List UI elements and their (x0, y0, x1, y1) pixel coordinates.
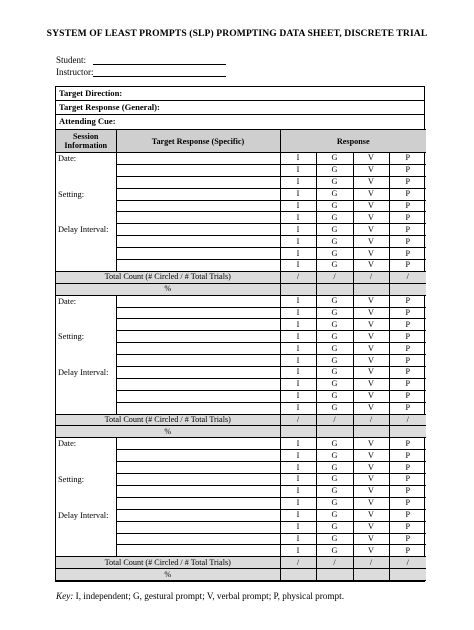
response-code-cell[interactable]: P (389, 176, 426, 188)
response-code-cell[interactable]: I (280, 462, 316, 474)
target-response-cell[interactable] (116, 497, 280, 509)
student-label: Student: (56, 55, 87, 65)
response-code-cell[interactable]: G (316, 236, 353, 248)
target-response-cell[interactable] (116, 248, 280, 260)
total-count-row (56, 271, 426, 283)
response-code-cell[interactable]: I (280, 545, 316, 557)
response-code-cell[interactable]: G (316, 390, 353, 402)
response-code-cell[interactable]: G (316, 402, 353, 414)
response-code-cell[interactable]: V (353, 343, 389, 355)
response-code-cell[interactable]: P (389, 319, 426, 331)
response-code-cell[interactable]: P (389, 224, 426, 236)
percent-row (56, 426, 426, 438)
key-text: I, independent; G, gestural prompt; V, verbal prompt; P, physical prompt. (73, 591, 344, 601)
percent-cell[interactable] (353, 569, 389, 581)
instructor-input-line[interactable] (93, 67, 226, 77)
target-response-cell[interactable] (116, 212, 280, 224)
response-code-cell[interactable]: V (353, 331, 389, 343)
response-code-cell[interactable]: G (316, 248, 353, 260)
percent-cell[interactable] (316, 569, 353, 581)
response-code-cell[interactable]: V (353, 236, 389, 248)
date-label: Date: (58, 439, 77, 449)
date-label: Date: (58, 296, 77, 306)
session-info-cell[interactable] (56, 153, 116, 272)
response-code-cell[interactable]: V (353, 176, 389, 188)
response-code-cell[interactable]: G (316, 367, 353, 379)
student-input-line[interactable] (93, 55, 226, 65)
total-count-cell[interactable]: / (353, 271, 389, 283)
response-code-cell[interactable]: I (280, 212, 316, 224)
delay-interval-label: Delay Interval: (58, 225, 109, 235)
response-code-cell[interactable]: P (389, 164, 426, 176)
response-code-cell[interactable]: P (389, 355, 426, 367)
target-response-general-row[interactable] (56, 101, 424, 115)
response-code-cell[interactable]: G (316, 438, 353, 450)
response-code-cell[interactable]: I (280, 378, 316, 390)
target-direction-label: Target Direction: (59, 88, 123, 98)
response-code-cell[interactable]: P (389, 153, 426, 165)
response-code-cell[interactable]: P (389, 200, 426, 212)
response-code-cell[interactable]: I (280, 319, 316, 331)
response-code-cell[interactable]: G (316, 485, 353, 497)
total-count-cell[interactable]: / (280, 557, 316, 569)
total-count-row (56, 557, 426, 569)
target-response-cell[interactable] (116, 521, 280, 533)
target-response-cell[interactable] (116, 176, 280, 188)
attending-cue-row[interactable] (56, 115, 424, 129)
session-info-cell[interactable] (56, 438, 116, 557)
target-response-cell[interactable] (116, 509, 280, 521)
response-code-cell[interactable]: G (316, 378, 353, 390)
response-code-cell[interactable]: I (280, 485, 316, 497)
response-code-cell[interactable]: G (316, 153, 353, 165)
target-response-general-label: Target Response (General): (59, 102, 160, 112)
total-count-cell[interactable]: / (389, 271, 426, 283)
response-code-cell[interactable]: P (389, 438, 426, 450)
response-code-cell[interactable]: G (316, 533, 353, 545)
response-code-cell[interactable]: P (389, 343, 426, 355)
response-code-cell[interactable]: V (353, 497, 389, 509)
target-response-cell[interactable] (116, 331, 280, 343)
response-code-cell[interactable]: P (389, 295, 426, 307)
percent-cell[interactable] (280, 569, 316, 581)
response-code-cell[interactable]: G (316, 295, 353, 307)
response-code-cell[interactable]: G (316, 450, 353, 462)
percent-row (56, 283, 426, 295)
percent-cell[interactable] (389, 426, 426, 438)
attending-cue-label: Attending Cue: (59, 116, 116, 126)
trial-row (56, 153, 426, 165)
response-code-cell[interactable]: G (316, 355, 353, 367)
target-response-cell[interactable] (116, 462, 280, 474)
date-label: Date: (58, 154, 77, 163)
response-code-cell[interactable]: I (280, 509, 316, 521)
response-code-cell[interactable]: I (280, 295, 316, 307)
response-code-cell[interactable]: I (280, 450, 316, 462)
response-code-cell[interactable]: I (280, 497, 316, 509)
page-title: SYSTEM OF LEAST PROMPTS (SLP) PROMPTING DATA SHEET, DISCRETE TRIAL (46, 28, 428, 39)
target-response-cell[interactable] (116, 390, 280, 402)
response-code-cell[interactable]: P (389, 545, 426, 557)
total-count-cell[interactable]: / (389, 414, 426, 426)
response-code-cell[interactable]: G (316, 188, 353, 200)
response-code-cell[interactable]: P (389, 212, 426, 224)
student-field[interactable] (56, 55, 226, 65)
response-code-cell[interactable]: V (353, 200, 389, 212)
response-code-cell[interactable]: P (389, 248, 426, 260)
delay-interval-label: Delay Interval: (58, 510, 109, 520)
target-response-specific-header: Target Response (Specific) (116, 130, 280, 153)
target-response-cell[interactable] (116, 367, 280, 379)
target-response-cell[interactable] (116, 200, 280, 212)
response-code-cell[interactable]: I (280, 533, 316, 545)
trial-grid-body (56, 153, 426, 581)
trial-row (56, 438, 426, 450)
response-code-cell[interactable]: I (280, 153, 316, 165)
total-count-label: Total Count (# Circled / # Total Trials) (56, 414, 280, 426)
response-code-cell[interactable]: G (316, 212, 353, 224)
column-header-row (56, 130, 426, 153)
total-count-cell[interactable]: / (353, 414, 389, 426)
session-info-header: Session Information (56, 130, 116, 153)
response-code-cell[interactable]: V (353, 438, 389, 450)
data-sheet (55, 86, 425, 582)
response-code-cell[interactable]: P (389, 497, 426, 509)
total-count-label: Total Count (# Circled / # Total Trials) (56, 557, 280, 569)
total-count-row (56, 414, 426, 426)
target-response-cell[interactable] (116, 402, 280, 414)
response-code-cell[interactable]: V (353, 474, 389, 486)
response-code-cell[interactable]: V (353, 355, 389, 367)
response-code-cell[interactable]: I (280, 474, 316, 486)
response-code-cell[interactable]: V (353, 462, 389, 474)
response-code-cell[interactable]: P (389, 236, 426, 248)
target-response-cell[interactable] (116, 450, 280, 462)
response-code-cell[interactable]: P (389, 402, 426, 414)
response-code-cell[interactable]: P (389, 509, 426, 521)
setting-label: Setting: (58, 189, 85, 199)
percent-cell[interactable] (353, 426, 389, 438)
response-code-cell[interactable]: P (389, 188, 426, 200)
percent-cell[interactable] (280, 283, 316, 295)
response-code-cell[interactable]: I (280, 331, 316, 343)
target-response-cell[interactable] (116, 474, 280, 486)
response-code-cell[interactable]: G (316, 521, 353, 533)
response-code-cell[interactable]: P (389, 331, 426, 343)
target-response-cell[interactable] (116, 236, 280, 248)
percent-label: % (56, 569, 280, 581)
total-count-label: Total Count (# Circled / # Total Trials) (56, 271, 280, 283)
response-code-cell[interactable]: V (353, 378, 389, 390)
response-code-cell[interactable]: G (316, 497, 353, 509)
trial-row (56, 295, 426, 307)
target-response-cell[interactable] (116, 260, 280, 272)
response-code-cell[interactable]: V (353, 212, 389, 224)
instructor-field[interactable] (56, 67, 226, 77)
percent-label: % (56, 283, 280, 295)
total-count-cell[interactable]: / (316, 557, 353, 569)
total-count-cell[interactable]: / (280, 414, 316, 426)
setting-label: Setting: (58, 332, 85, 342)
response-code-cell[interactable]: I (280, 164, 316, 176)
response-code-cell[interactable]: G (316, 545, 353, 557)
target-response-cell[interactable] (116, 164, 280, 176)
response-code-cell[interactable]: I (280, 438, 316, 450)
response-code-cell[interactable]: I (280, 355, 316, 367)
response-code-cell[interactable]: G (316, 474, 353, 486)
response-code-cell[interactable]: P (389, 521, 426, 533)
percent-cell[interactable] (389, 569, 426, 581)
response-code-cell[interactable]: P (389, 390, 426, 402)
total-count-cell[interactable]: / (389, 557, 426, 569)
target-response-cell[interactable] (116, 545, 280, 557)
response-code-cell[interactable]: V (353, 390, 389, 402)
response-code-cell[interactable]: G (316, 200, 353, 212)
total-count-cell[interactable]: / (316, 414, 353, 426)
setting-label: Setting: (58, 475, 85, 485)
target-response-cell[interactable] (116, 378, 280, 390)
trial-grid (56, 129, 426, 581)
response-code-cell[interactable]: P (389, 485, 426, 497)
target-response-cell[interactable] (116, 355, 280, 367)
key-prefix: Key: (56, 591, 74, 601)
target-response-cell[interactable] (116, 188, 280, 200)
target-response-cell[interactable] (116, 319, 280, 331)
response-code-cell[interactable]: I (280, 521, 316, 533)
response-code-cell[interactable]: V (353, 260, 389, 272)
response-code-cell[interactable]: V (353, 485, 389, 497)
response-code-cell[interactable]: I (280, 343, 316, 355)
response-code-cell[interactable]: V (353, 509, 389, 521)
response-code-cell[interactable]: P (389, 367, 426, 379)
response-code-cell[interactable]: I (280, 200, 316, 212)
response-code-cell[interactable]: P (389, 307, 426, 319)
response-code-cell[interactable]: P (389, 462, 426, 474)
response-code-cell[interactable]: V (353, 450, 389, 462)
response-code-cell[interactable]: I (280, 224, 316, 236)
response-code-cell[interactable]: I (280, 402, 316, 414)
response-code-cell[interactable]: I (280, 176, 316, 188)
target-response-cell[interactable] (116, 307, 280, 319)
response-code-cell[interactable]: P (389, 474, 426, 486)
total-count-cell[interactable]: / (280, 271, 316, 283)
response-code-cell[interactable]: G (316, 224, 353, 236)
response-code-cell[interactable]: V (353, 164, 389, 176)
response-code-cell[interactable]: G (316, 319, 353, 331)
target-response-cell[interactable] (116, 485, 280, 497)
response-code-cell[interactable]: G (316, 331, 353, 343)
total-count-cell[interactable]: / (353, 557, 389, 569)
target-response-cell[interactable] (116, 533, 280, 545)
target-response-cell[interactable] (116, 224, 280, 236)
response-code-cell[interactable]: I (280, 390, 316, 402)
percent-cell[interactable] (353, 283, 389, 295)
target-direction-row[interactable] (56, 87, 424, 101)
delay-interval-label: Delay Interval: (58, 368, 109, 378)
response-code-cell[interactable]: P (389, 533, 426, 545)
target-response-cell[interactable] (116, 153, 280, 165)
response-code-cell[interactable]: G (316, 343, 353, 355)
response-code-cell[interactable]: V (353, 402, 389, 414)
response-code-cell[interactable]: I (280, 260, 316, 272)
response-code-cell[interactable]: I (280, 188, 316, 200)
total-count-cell[interactable]: / (316, 271, 353, 283)
key-legend (56, 591, 344, 601)
response-code-cell[interactable]: V (353, 153, 389, 165)
response-code-cell[interactable]: I (280, 248, 316, 260)
response-code-cell[interactable]: P (389, 378, 426, 390)
response-code-cell[interactable]: V (353, 224, 389, 236)
target-response-cell[interactable] (116, 438, 280, 450)
response-code-cell[interactable]: G (316, 176, 353, 188)
response-header: Response (280, 130, 426, 153)
response-code-cell[interactable]: V (353, 367, 389, 379)
instructor-label: Instructor: (56, 67, 94, 77)
response-code-cell[interactable]: V (353, 545, 389, 557)
response-code-cell[interactable]: V (353, 533, 389, 545)
percent-cell[interactable] (316, 283, 353, 295)
response-code-cell[interactable]: V (353, 307, 389, 319)
response-code-cell[interactable]: P (389, 450, 426, 462)
response-code-cell[interactable]: G (316, 307, 353, 319)
response-code-cell[interactable]: V (353, 295, 389, 307)
percent-cell[interactable] (280, 426, 316, 438)
response-code-cell[interactable]: I (280, 367, 316, 379)
response-code-cell[interactable]: V (353, 188, 389, 200)
response-code-cell[interactable]: V (353, 319, 389, 331)
response-code-cell[interactable]: P (389, 260, 426, 272)
session-info-cell[interactable] (56, 295, 116, 414)
percent-cell[interactable] (316, 426, 353, 438)
target-response-cell[interactable] (116, 295, 280, 307)
response-code-cell[interactable]: G (316, 509, 353, 521)
response-code-cell[interactable]: G (316, 164, 353, 176)
response-code-cell[interactable]: G (316, 462, 353, 474)
response-code-cell[interactable]: V (353, 248, 389, 260)
response-code-cell[interactable]: I (280, 236, 316, 248)
response-code-cell[interactable]: I (280, 307, 316, 319)
target-response-cell[interactable] (116, 343, 280, 355)
response-code-cell[interactable]: G (316, 260, 353, 272)
response-code-cell[interactable]: V (353, 521, 389, 533)
percent-row (56, 569, 426, 581)
percent-label: % (56, 426, 280, 438)
percent-cell[interactable] (389, 283, 426, 295)
